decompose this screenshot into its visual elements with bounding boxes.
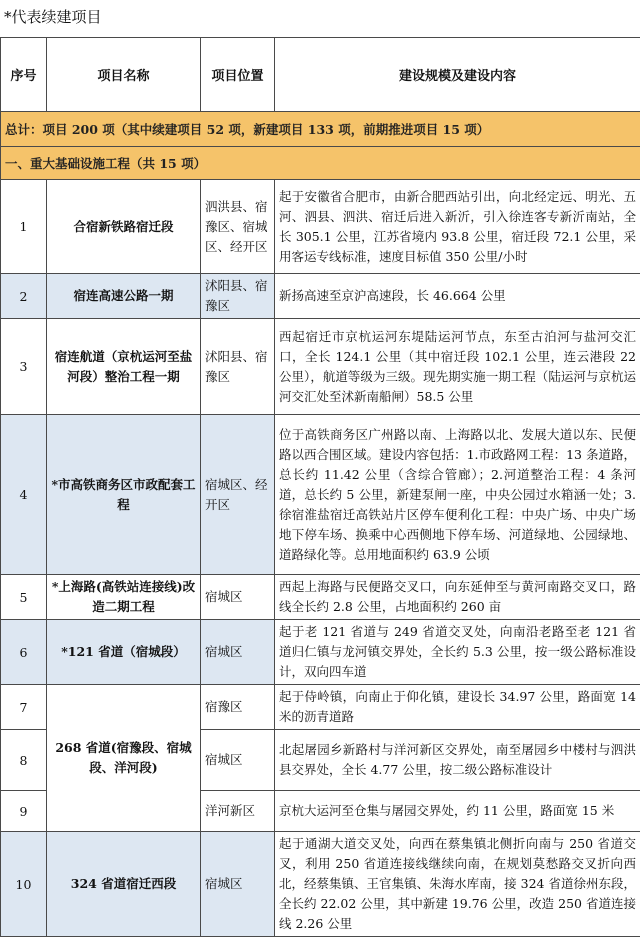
project-name: 合宿新铁路宿迁段 <box>47 180 201 274</box>
project-content: 西起上海路与民便路交叉口，向东延伸至与黄河南路交叉口，路线全长约 2.8 公里，占地面积约 260 亩 <box>275 575 640 620</box>
summary-text: 总计：项目 200 项（其中续建项目 52 项，新建项目 133 项，前期推进项目 15 项） <box>1 112 640 147</box>
project-location: 宿城区 <box>201 575 275 620</box>
row-no: 3 <box>1 319 47 415</box>
project-content: 京杭大运河至仓集与屠园交界处，约 11 公里，路面宽 15 米 <box>275 791 640 832</box>
project-content: 起于老 121 省道与 249 省道交叉处，向南沿老路至老 121 省道归仁镇与龙河镇交界处，全长约 5.3 公里，按一级公路标准设计，双向四车道 <box>275 620 640 685</box>
table-header-row <box>1 38 640 112</box>
project-location: 宿城区 <box>201 620 275 685</box>
project-table <box>0 37 640 937</box>
row-no: 8 <box>1 730 47 791</box>
project-name: 宿连航道（京杭运河至盐河段）整治工程一期 <box>47 319 201 415</box>
project-location: 宿城区 <box>201 730 275 791</box>
header-no: 序号 <box>1 38 47 112</box>
project-name: *上海路(高铁站连接线)改造二期工程 <box>47 575 201 620</box>
project-name: 268 省道(宿豫段、宿城段、洋河段) <box>47 685 201 832</box>
summary-row <box>1 112 640 147</box>
project-content: 西起宿迁市京杭运河东堤陆运河节点，东至古泊河与盐河交汇口，全长 124.1 公里（其中宿迁段 102.1 公里，连云港段 22 公里），航道等级为三级。现先期实施一期工程（陆运河与京杭运河交汇处至沭新南船闸）58.5 公里 <box>275 319 640 415</box>
row-no: 6 <box>1 620 47 685</box>
project-content: 新扬高速至京沪高速段，长 46.664 公里 <box>275 274 640 319</box>
section-title: 一、重大基础设施工程（共 15 项） <box>1 147 640 180</box>
project-location: 沭阳县、宿豫区 <box>201 274 275 319</box>
project-name: *市高铁商务区市政配套工程 <box>47 415 201 575</box>
header-name: 项目名称 <box>47 38 201 112</box>
project-name: 宿连高速公路一期 <box>47 274 201 319</box>
row-no: 9 <box>1 791 47 832</box>
section-row <box>1 147 640 180</box>
project-content: 起于侍岭镇，向南止于仰化镇，建设长 34.97 公里，路面宽 14 米的沥青道路 <box>275 685 640 730</box>
project-content: 位于高铁商务区广州路以南、上海路以北、发展大道以东、民便路以西合围区域。建设内容包括：1.市政路网工程：13 条道路，总长约 11.42 公里（含综合管廊）；2.河道整治工程：4 条河道，总长约 5 公里，新建泵闸一座，中央公园过水箱涵一处；3.徐宿淮盐宿迁高铁站片区停车便利化工程：中央广场、中央广场地下停车场、换乘中心西侧地下停车场、河道绿地、公园绿地、道路绿化等。总用地面积约 63.9 公顷 <box>275 415 640 575</box>
project-location: 沭阳县、宿豫区 <box>201 319 275 415</box>
row-no: 10 <box>1 832 47 937</box>
row-no: 1 <box>1 180 47 274</box>
project-location: 洋河新区 <box>201 791 275 832</box>
row-no: 4 <box>1 415 47 575</box>
header-location: 项目位置 <box>201 38 275 112</box>
table-row <box>1 180 640 274</box>
project-location: 泗洪县、宿豫区、宿城区、经开区 <box>201 180 275 274</box>
project-name: *121 省道（宿城段） <box>47 620 201 685</box>
table-row <box>1 620 640 685</box>
table-row <box>1 575 640 620</box>
header-content: 建设规模及建设内容 <box>275 38 640 112</box>
continuing-project-note: *代表续建项目 <box>4 8 102 26</box>
row-no: 5 <box>1 575 47 620</box>
row-no: 7 <box>1 685 47 730</box>
project-location: 宿城区、经开区 <box>201 415 275 575</box>
project-location: 宿豫区 <box>201 685 275 730</box>
project-content: 北起屠园乡新路村与洋河新区交界处，南至屠园乡中楼村与泗洪县交界处，全长 4.77 公里，按二级公路标准设计 <box>275 730 640 791</box>
row-no: 2 <box>1 274 47 319</box>
project-location: 宿城区 <box>201 832 275 937</box>
project-content: 起于通湖大道交叉处，向西在蔡集镇北侧折向南与 250 省道交叉，利用 250 省道连接线继续向南，在规划莫愁路交叉折向西北，经蔡集镇、王官集镇、朱海水库南，接 324 省道徐州东段，全长约 22.02 公里，其中新建 19.76 公里，改造 250 省道连接线 2.26 公里 <box>275 832 640 937</box>
table-row <box>1 685 640 730</box>
project-content: 起于安徽省合肥市，由新合肥西站引出，向北经定远、明光、五河、泗县、泗洪、宿迁后进入新沂，引入徐连客专新沂南站，全长 305.1 公里，江苏省境内 93.8 公里，宿迁段 72.1 公里，采用客运专线标准，速度目标值 350 公里/小时 <box>275 180 640 274</box>
table-row <box>1 274 640 319</box>
table-row <box>1 832 640 937</box>
table-row <box>1 415 640 575</box>
project-name: 324 省道宿迁西段 <box>47 832 201 937</box>
table-row <box>1 319 640 415</box>
